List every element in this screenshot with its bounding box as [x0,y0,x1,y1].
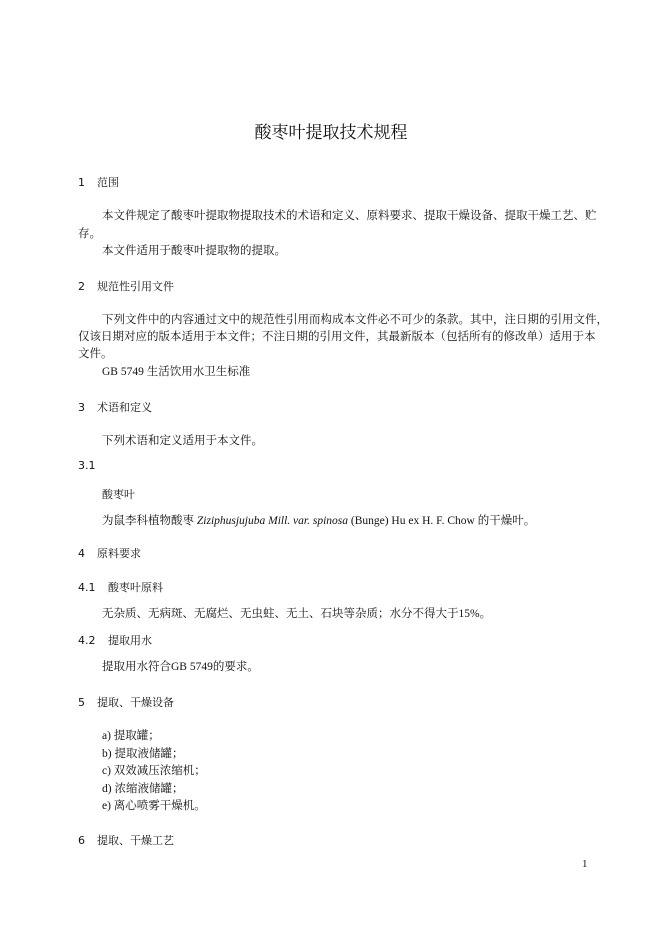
term-definition [102,512,535,528]
section-title: 提取、干燥工艺 [97,834,174,847]
section-number: 4 [78,547,85,560]
list-item: c) 双效减压浓缩机； [102,765,206,777]
section-2-heading [78,278,174,294]
section-title: 规范性引用文件 [97,280,174,293]
paragraph: 下列术语和定义适用于本文件。 [102,435,263,447]
section-number: 2 [78,280,85,293]
section-4-heading [78,545,141,561]
term-name: 酸枣叶 [102,488,135,501]
section-number: 3 [78,401,85,414]
paragraph: 提取用水符合GB 5749的要求。 [102,661,259,673]
list-item: d) 浓缩液储罐； [102,783,184,795]
section-title: 术语和定义 [97,401,152,414]
paragraph-line: 仅该日期对应的版本适用于本文件；不注日期的引用文件，其最新版本（包括所有的修改单）适用于本 [78,331,596,343]
section-5-heading [78,694,174,710]
subsection-title: 酸枣叶原料 [108,581,163,594]
subsection-4-1-heading [78,579,163,595]
document-title: 酸枣叶提取技术规程 [254,123,408,143]
list-item: e) 离心喷雾干燥机。 [102,800,206,812]
page-number: 1 [582,858,588,870]
latin-name: Ziziphusjujuba Mill. var. spinosa [196,515,348,527]
definition-suffix: (Bunge) Hu ex H. F. Chow 的干燥叶。 [348,515,536,527]
section-title: 范围 [97,176,119,189]
paragraph: 无杂质、无病斑、无腐烂、无虫蛀、无土、石块等杂质；水分不得大于15%。 [102,608,492,620]
list-item: a) 提取罐； [102,730,160,742]
definition-prefix: 为鼠李科植物酸枣 [102,515,197,527]
section-title: 原料要求 [97,547,141,560]
section-3-heading [78,399,152,415]
section-title: 提取、干燥设备 [97,696,174,709]
subsection-number: 3.1 [78,459,96,472]
subsection-number: 4.1 [78,581,96,594]
paragraph-line: 下列文件中的内容通过文中的规范性引用而构成本文件必不可少的条款。其中，注日期的引用文件， [102,314,608,326]
normative-reference: GB 5749 生活饮用水卫生标准 [102,366,251,378]
subsection-title: 提取用水 [108,634,152,647]
subsection-4-2-heading [78,632,152,648]
subsection-number: 4.2 [78,634,96,647]
list-item: b) 提取液储罐； [102,748,184,760]
section-6-heading [78,832,174,848]
section-number: 6 [78,834,85,847]
paragraph-line: 本文件规定了酸枣叶提取物提取技术的术语和定义、原料要求、提取干燥设备、提取干燥工艺、贮 [102,210,597,222]
paragraph: 本文件适用于酸枣叶提取物的提取。 [102,245,286,257]
paragraph-line: 文件。 [78,348,113,360]
paragraph-line: 存。 [78,228,101,240]
section-number: 1 [78,176,85,189]
section-1-heading [78,174,119,190]
section-number: 5 [78,696,85,709]
